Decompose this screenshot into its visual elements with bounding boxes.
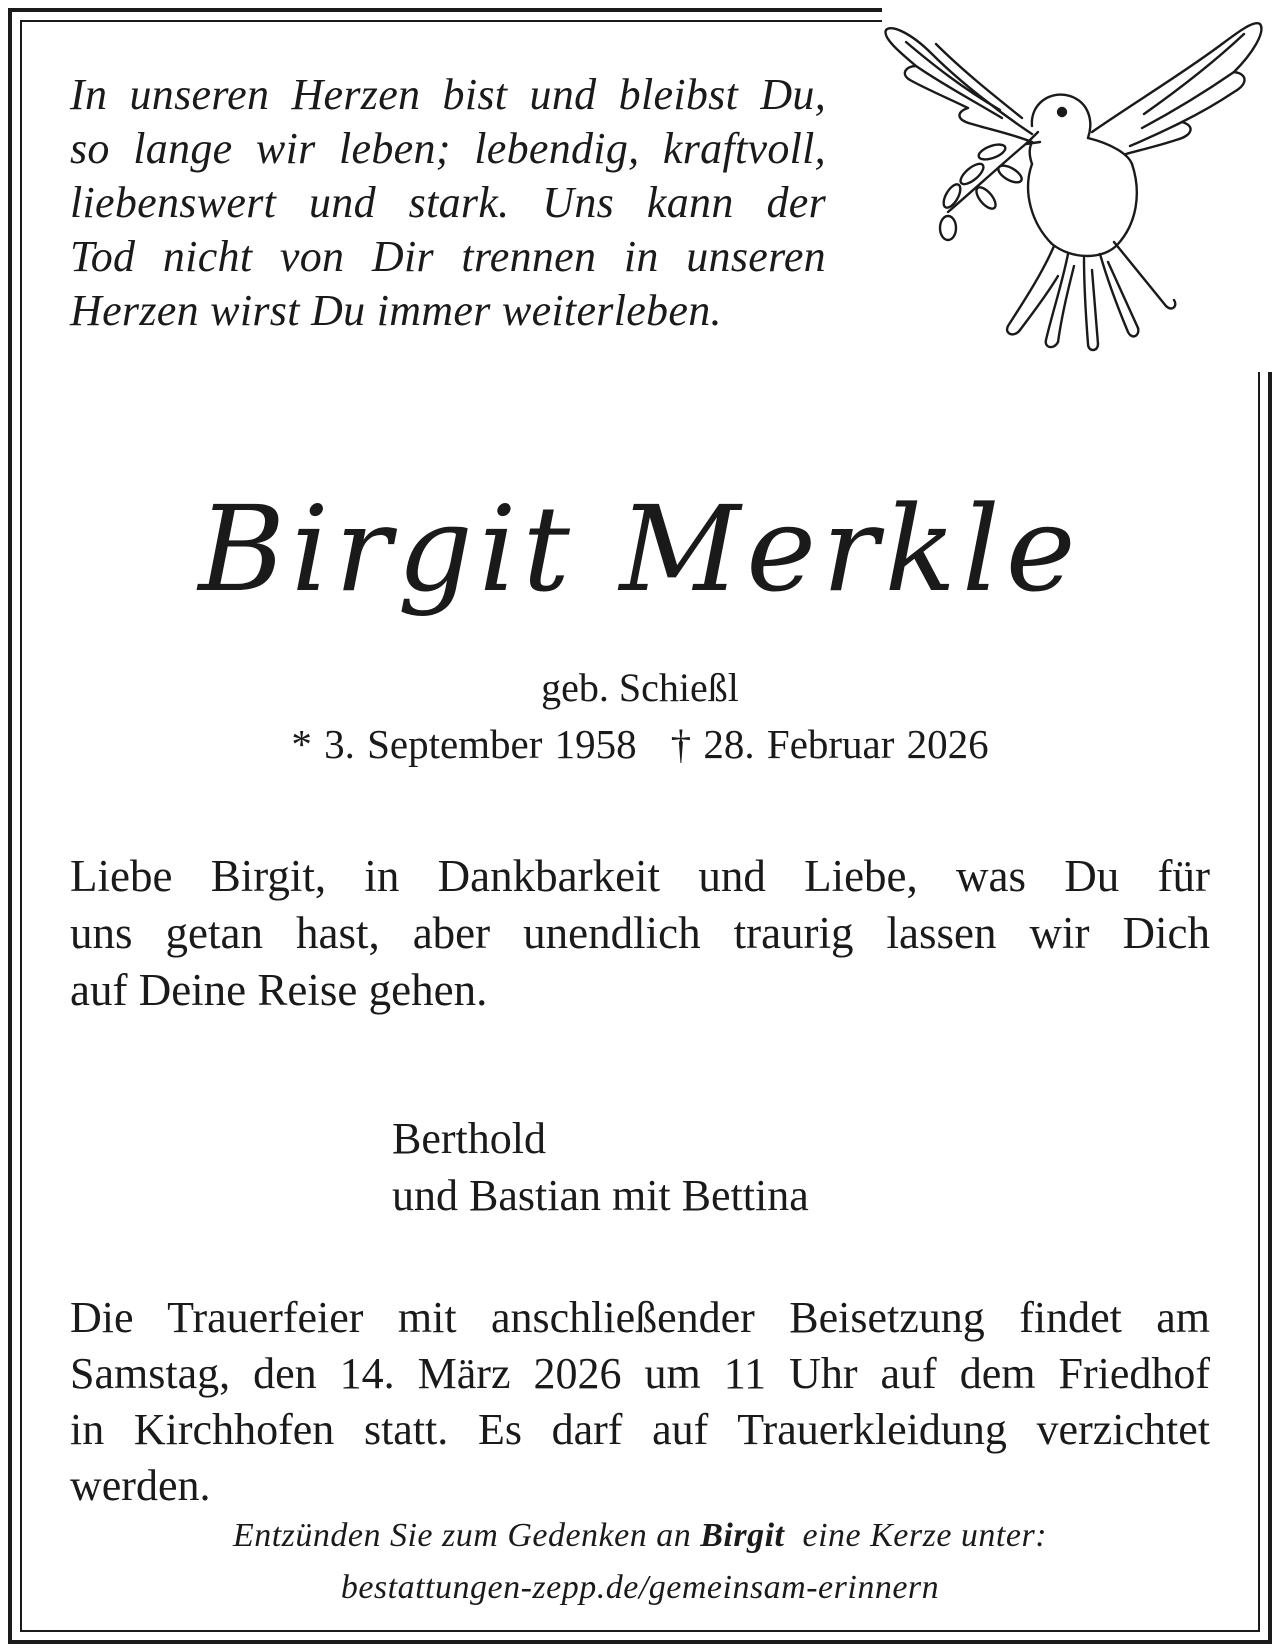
quote-line: so lange wir leben; lebendig, kraftvoll,	[70, 124, 826, 173]
birth-date: * 3. September 1958	[291, 721, 637, 767]
candle-url-link[interactable]: bestattungen-zepp.de/gemeinsam-erinnern	[340, 1569, 940, 1606]
signer-line: Berthold	[392, 1114, 546, 1163]
border-top-inner	[22, 20, 882, 22]
service-line: in Kirchhofen statt. Es darf auf Trauerkleidung verzichtet	[70, 1405, 1210, 1454]
border-left	[8, 8, 12, 1644]
candle-name: Birgit	[700, 1517, 785, 1554]
candle-text: Entzünden Sie zum Gedenken an Birgit eine Kerze unter:	[232, 1517, 1048, 1554]
birth-name: geb. Schießl	[541, 665, 739, 710]
quote-line: In unseren Herzen bist und bleibst Du,	[70, 70, 826, 119]
border-left-inner	[20, 20, 22, 1632]
signer-line: und Bastian mit Bettina	[392, 1171, 809, 1220]
message-line: Liebe Birgit, in Dankbarkeit und Liebe, was Du für	[70, 851, 1210, 901]
border-bottom	[8, 1640, 1272, 1644]
service-line: werden.	[70, 1461, 211, 1510]
candle-notice	[0, 1510, 1280, 1614]
quote-line: liebenswert und stark. Uns kann der	[70, 178, 826, 227]
border-top	[8, 8, 882, 12]
funeral-service-info	[70, 1290, 1210, 1514]
life-dates	[0, 720, 1280, 768]
farewell-message	[70, 848, 1210, 1019]
message-line: auf Deine Reise gehen.	[70, 965, 488, 1015]
service-line: Samstag, den 14. März 2026 um 11 Uhr auf dem Friedhof	[70, 1349, 1210, 1398]
quote-line: Herzen wirst Du immer weiterleben.	[70, 286, 722, 335]
dove-with-olive-branch-icon	[882, 14, 1266, 360]
death-date: † 28. Februar 2026	[670, 721, 989, 767]
quote-line: Tod nicht von Dir trennen in unseren	[70, 232, 826, 281]
signers	[392, 1110, 809, 1224]
memorial-quote	[70, 68, 826, 338]
service-line: Die Trauerfeier mit anschließender Beisetzung findet am	[70, 1293, 1210, 1342]
deceased-name: Birgit Merkle	[198, 480, 1082, 618]
message-line: uns getan hast, aber unendlich traurig lassen wir Dich	[70, 908, 1210, 958]
border-bottom-inner	[20, 1630, 1260, 1632]
